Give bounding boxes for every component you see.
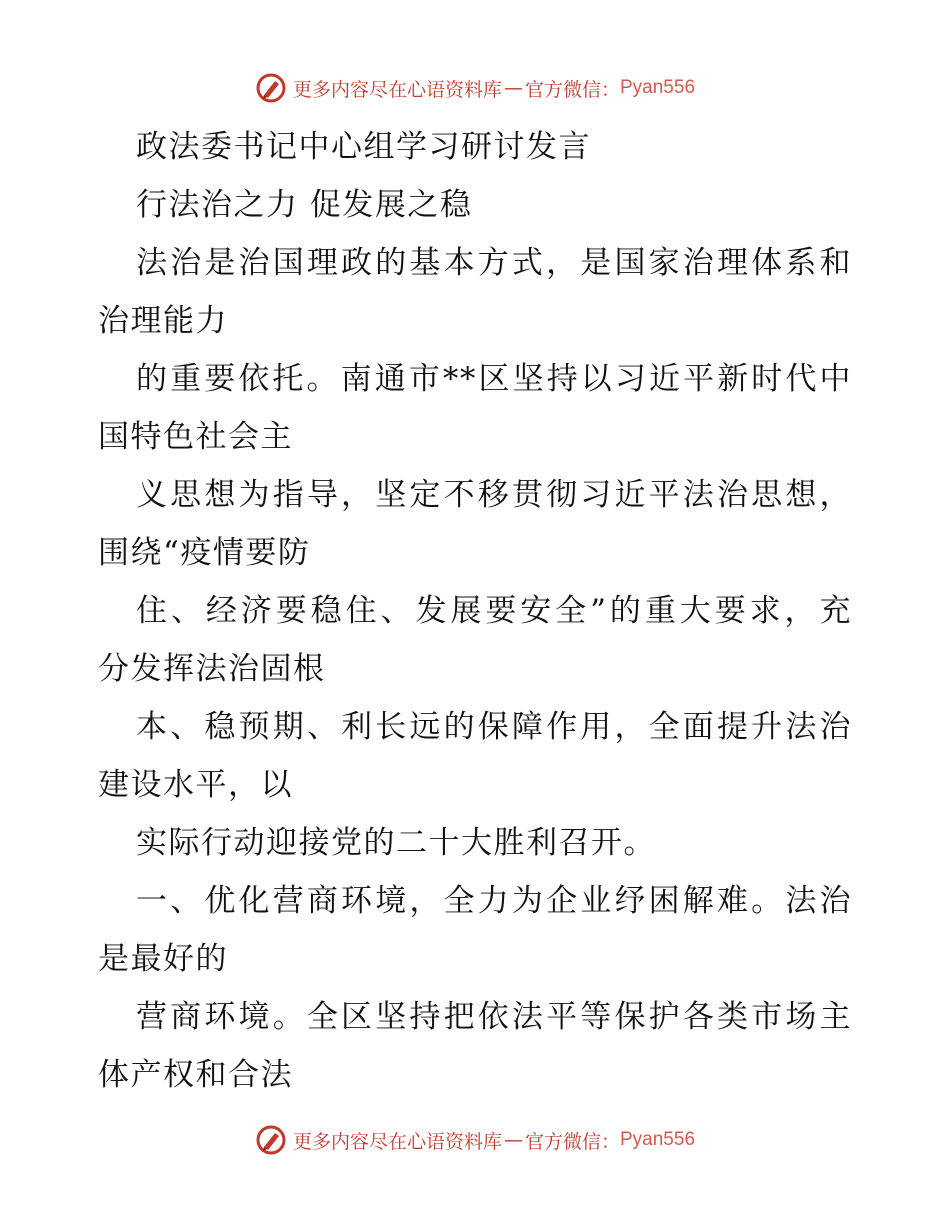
document-body	[98, 118, 852, 1104]
doc-line: 是最好的	[98, 941, 228, 977]
watermark-wechat-id: Pyan556	[620, 77, 696, 98]
doc-line: 围绕“疫情要防	[98, 535, 311, 571]
footer-watermark	[0, 1120, 950, 1160]
doc-line: 治理能力	[98, 303, 228, 339]
doc-line: 住、经济要稳住、发展要安全”的重大要求，充	[136, 593, 852, 629]
doc-line: 实际行动迎接党的二十大胜利召开。	[136, 825, 656, 861]
doc-line: 本、稳预期、利长远的保障作用，全面提升法治	[136, 709, 852, 745]
doc-line: 的重要依托。南通市**区坚持以习近平新时代中	[136, 361, 852, 397]
doc-line: 法治是治国理政的基本方式，是国家治理体系和	[136, 245, 852, 281]
doc-line: 体产权和合法	[98, 1057, 293, 1093]
pen-logo-icon	[255, 1124, 287, 1156]
watermark-main-text: 更多内容尽在心语资料库	[292, 1130, 502, 1153]
doc-section-heading: 一、优化营商环境，全力为企业纾困解难。法治	[136, 883, 852, 919]
doc-line: 营商环境。全区坚持把依法平等保护各类市场主	[136, 999, 852, 1035]
doc-line: 义思想为指导，坚定不移贯彻习近平法治思想，	[136, 477, 852, 513]
watermark-wechat-id: Pyan556	[620, 1129, 696, 1150]
watermark-main-text: 更多内容尽在心语资料库	[292, 78, 502, 101]
doc-line: 国特色社会主	[98, 419, 293, 455]
doc-line: 分发挥法治固根	[98, 651, 326, 687]
doc-subtitle: 行法治之力 促发展之稳	[136, 187, 473, 223]
doc-title: 政法委书记中心组学习研讨发言	[136, 129, 591, 165]
watermark-dash: —	[503, 1129, 523, 1151]
watermark-wechat-label: 官方微信：	[524, 78, 620, 101]
pen-logo-icon	[255, 72, 287, 104]
watermark-dash: —	[503, 77, 523, 99]
doc-line: 建设水平，以	[98, 767, 293, 803]
watermark-wechat-label: 官方微信：	[524, 1130, 620, 1153]
header-watermark	[0, 68, 950, 108]
